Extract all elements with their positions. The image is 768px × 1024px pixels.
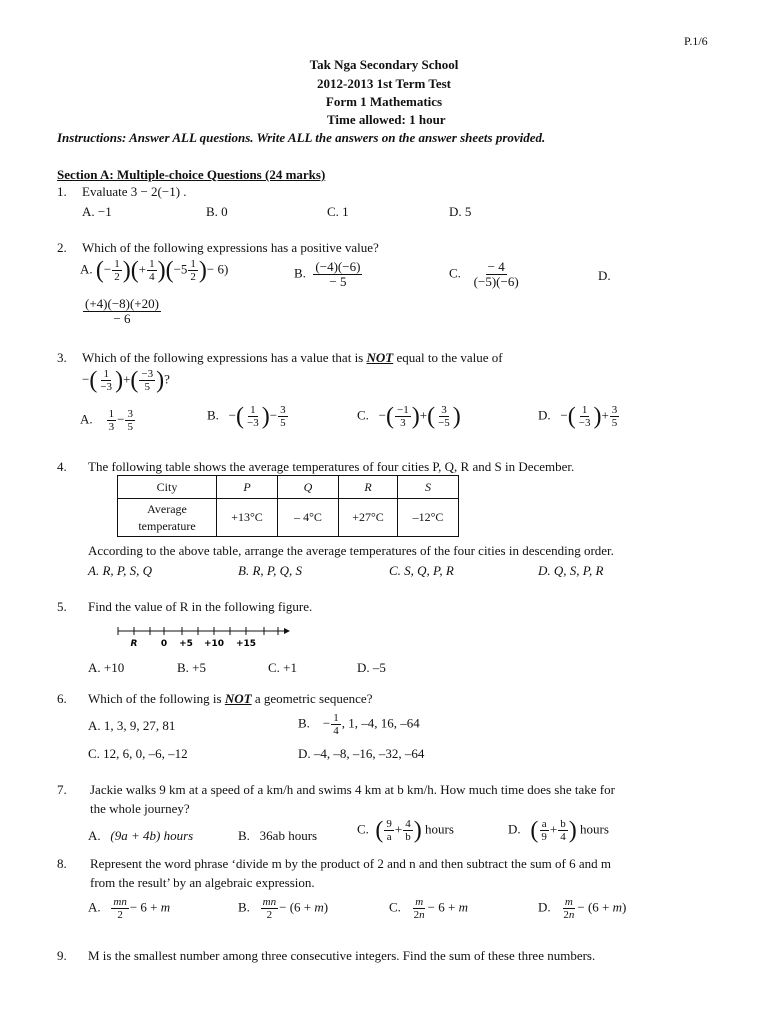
table-header-s: S — [398, 476, 459, 499]
page-number: P.1/6 — [684, 34, 708, 48]
instructions: Instructions: Answer ALL questions. Write ALL the answers on the answer sheets provided. — [57, 130, 546, 145]
q8-option-b: B. $\frac{mn}{2}$ − (6 + m) — [238, 896, 329, 921]
tick-label: +10 — [203, 639, 225, 649]
time-allowed: Time allowed: 1 hour — [327, 112, 446, 127]
q7-line1: Jackie walks 9 km at a speed of a km/h and swims 4 km at b km/h. How much time does she take for — [90, 782, 615, 797]
q5-option-c: C. +1 — [268, 660, 298, 675]
q7-number: 7. — [57, 782, 67, 797]
q8-option-d: D. $\frac{m}{2n}$ − (6 + m) — [538, 896, 627, 921]
q6-option-a: A. 1, 3, 9, 27, 81 — [88, 718, 176, 733]
q3-option-d: D. −( $\frac{1}{-3}$ )+ $\frac{3}{5}$ — [538, 403, 618, 430]
q6-option-b: B. − $\frac{1}{4}$ , 1, –4, 16, –64 — [298, 712, 420, 737]
q3-stem: Which of the following expressions has a value that is NOT equal to the value of — [82, 350, 503, 365]
number-line — [116, 624, 296, 650]
table-header-p: P — [217, 476, 278, 499]
q4-stem: The following table shows the average temperatures of four cities P, Q, R and S in December. — [88, 459, 575, 474]
q8-number: 8. — [57, 856, 67, 871]
q7-option-d: D. ( $\frac{a}{9}$ + $\frac{b}{4}$ ) hours — [508, 817, 609, 844]
q8-line2: from the result’ by an algebraic expression. — [90, 875, 315, 890]
tick-label: +5 — [179, 639, 193, 649]
q4-option-a: A. R, P, S, Q — [88, 563, 153, 578]
school-name: Tak Nga Secondary School — [309, 57, 459, 72]
q8-option-a: A. $\frac{mn}{2}$ − 6 + m — [88, 896, 171, 921]
q1-option-b: B. 0 — [206, 204, 228, 219]
q6-stem: Which of the following is NOT a geometric sequence? — [88, 691, 373, 706]
q6-option-d: D. –4, –8, –16, –32, –64 — [298, 746, 425, 761]
table-cell-s: –12°C — [398, 499, 459, 537]
tick-label: +15 — [235, 639, 257, 649]
table-row — [118, 499, 459, 537]
q5-option-b: B. +5 — [177, 660, 207, 675]
section-title: Section A: Multiple-choice Questions (24 marks) — [57, 167, 326, 182]
tick-label: R — [130, 639, 138, 649]
temperature-table — [117, 475, 459, 537]
q4-option-b: B. R, P, Q, S — [238, 563, 303, 578]
q1-option-d: D. 5 — [449, 204, 472, 219]
q7-option-b: B. 36ab hours — [238, 828, 318, 843]
q9-stem: M is the smallest number among three consecutive integers. Find the sum of these three numbers. — [88, 948, 596, 963]
q5-option-a: A. +10 — [88, 660, 125, 675]
q8-option-c: C. $\frac{m}{2n}$ − 6 + m — [389, 896, 468, 921]
q7-line2: the whole journey? — [90, 801, 190, 816]
table-header-r: R — [339, 476, 398, 499]
q2-stem: Which of the following expressions has a positive value? — [82, 240, 379, 255]
q2-option-d: D. — [598, 268, 611, 283]
q3-option-c: C. −( $\frac{-1}{3}$ )+( $\frac{3}{-5}$ ) — [357, 403, 461, 430]
q4-number: 4. — [57, 459, 67, 474]
table-cell-q: – 4°C — [278, 499, 339, 537]
q5-stem: Find the value of R in the following figure. — [88, 599, 313, 614]
tick-label: 0 — [160, 639, 168, 649]
q3-expression: −( $\frac{1}{-3}$ )+( $\frac{-3}{5}$ )? — [82, 367, 170, 394]
q4-option-d: D. Q, S, P, R — [538, 563, 604, 578]
q3-number: 3. — [57, 350, 67, 365]
q2-number: 2. — [57, 240, 67, 255]
q9-number: 9. — [57, 948, 67, 963]
q5-number: 5. — [57, 599, 67, 614]
q1-option-a: A. −1 — [82, 204, 112, 219]
q3-option-b: B. −( $\frac{1}{-3}$ )− $\frac{3}{5}$ — [207, 403, 286, 430]
q2-option-d-expression: $\frac{(+4)(-8)(+20)}{- 6}$ — [85, 296, 159, 326]
q5-option-d: D. –5 — [357, 660, 386, 675]
q2-option-a: A. (− $\frac{1}{2}$ )(+ $\frac{1}{4}$ )(−5 $\frac{1}{2}$ )− 6) — [80, 257, 229, 284]
subject-title: Form 1 Mathematics — [325, 94, 443, 109]
table-row-label: Average temperature — [118, 499, 217, 537]
table-header-q: Q — [278, 476, 339, 499]
q6-option-c: C. 12, 6, 0, –6, –12 — [88, 746, 188, 761]
q2-option-c: C. $\frac{- 4}{(-5)(-6)}$ — [449, 259, 519, 289]
table-cell-p: +13°C — [217, 499, 278, 537]
q8-line1: Represent the word phrase ‘divide m by the product of 2 and n and then subtract the sum of 6 and m — [90, 856, 611, 871]
q6-number: 6. — [57, 691, 67, 706]
table-cell-r: +27°C — [339, 499, 398, 537]
q7-option-c: C. ( $\frac{9}{a}$ + $\frac{4}{b}$ ) hours — [357, 817, 454, 844]
q2-option-b: B. $\frac{(-4)(-6)}{- 5}$ — [294, 259, 361, 289]
q4-follow-text: According to the above table, arrange the average temperatures of the four cities in descending order. — [88, 543, 614, 558]
term-title: 2012-2013 1st Term Test — [317, 76, 451, 91]
q4-option-c: C. S, Q, P, R — [389, 563, 454, 578]
q1-option-c: C. 1 — [327, 204, 349, 219]
q1-number: 1. — [57, 184, 67, 199]
q3-option-a: A. $\frac{1}{3}$ − $\frac{3}{5}$ — [80, 408, 133, 433]
q1-stem: Evaluate 3 − 2(−1) . — [82, 184, 187, 199]
table-header-row — [118, 476, 459, 499]
table-header-city: City — [118, 476, 217, 499]
q7-option-a: A. (9a + 4b) hours — [88, 828, 194, 843]
